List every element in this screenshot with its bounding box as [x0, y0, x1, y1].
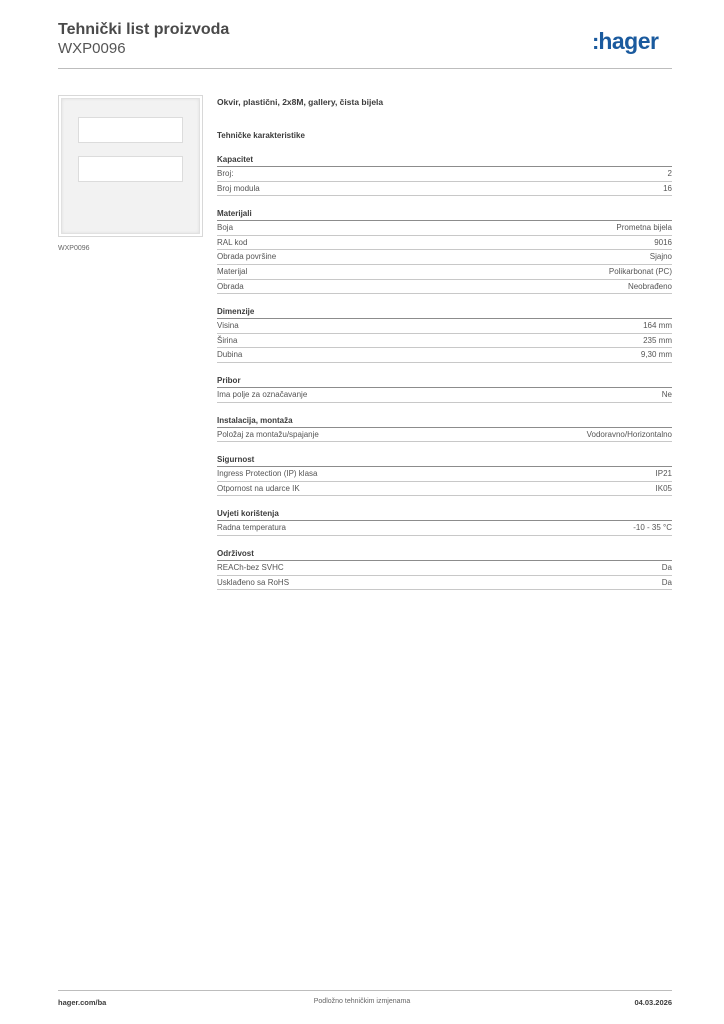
logo-text: hager	[598, 28, 659, 54]
product-code: WXP0096	[58, 40, 126, 57]
section-title: Dimenzije	[217, 305, 672, 319]
spec-row	[217, 521, 672, 536]
spec-label: Obrada površine	[217, 252, 277, 262]
image-caption: WXP0096	[58, 245, 90, 252]
spec-row	[217, 348, 672, 363]
frame-illustration	[61, 98, 200, 234]
spec-value: 235 mm	[643, 335, 672, 345]
module-slot	[78, 156, 183, 182]
section-title: Uvjeti korištenja	[217, 507, 672, 521]
spec-label: Broj:	[217, 169, 234, 178]
spec-label: RAL kod	[217, 237, 248, 247]
spec-row	[217, 388, 672, 403]
spec-row	[217, 561, 672, 576]
spec-section	[217, 374, 672, 403]
section-title: Kapacitet	[217, 153, 672, 167]
spec-label: Ima polje za označavanje	[217, 389, 308, 399]
section-title: Materijali	[217, 207, 672, 221]
footer-date: 04.03.2026	[634, 998, 672, 1007]
spec-value: 16	[663, 183, 672, 193]
spec-label: Dubina	[217, 350, 243, 360]
footer-disclaimer: Podložno tehničkim izmjenama	[313, 998, 411, 1005]
spec-value: IK05	[655, 483, 672, 493]
spec-section	[217, 507, 672, 536]
spec-value: 9,30 mm	[640, 350, 672, 360]
spec-section	[217, 453, 672, 496]
spec-value: Ne	[661, 389, 672, 399]
spec-label: Materijal	[217, 266, 248, 276]
spec-row	[217, 182, 672, 197]
spec-label: Radna temperatura	[217, 523, 286, 533]
spec-value: IP21	[655, 469, 672, 479]
spec-section	[217, 414, 672, 443]
spec-row	[217, 265, 672, 280]
spec-row	[217, 236, 672, 251]
spec-label: Visina	[217, 321, 239, 331]
spec-value: Vodoravno/Horizontalno	[586, 429, 672, 439]
spec-row	[217, 428, 672, 443]
spec-section	[217, 207, 672, 294]
spec-sections	[217, 153, 672, 590]
spec-value: Prometna bijela	[616, 223, 672, 233]
logo-colon-icon: :	[592, 29, 598, 54]
header-divider	[58, 68, 672, 69]
spec-label: Širina	[217, 335, 238, 345]
spec-label: Obrada	[217, 281, 244, 291]
section-title: Pribor	[217, 374, 672, 388]
spec-row	[217, 319, 672, 334]
spec-value: 9016	[654, 237, 672, 247]
product-name: Okvir, plastični, 2x8M, gallery, čista bijela	[217, 97, 384, 107]
footer-divider	[58, 990, 672, 991]
spec-section	[217, 153, 672, 196]
spec-value: -10 - 35 °C	[633, 523, 672, 533]
spec-value: Neobrađeno	[627, 281, 672, 291]
spec-label: Broj modula	[217, 183, 260, 193]
spec-row	[217, 576, 672, 591]
module-slot	[78, 117, 183, 143]
spec-row	[217, 467, 672, 482]
spec-row	[217, 280, 672, 295]
spec-value: 164 mm	[643, 321, 672, 331]
document-title: Tehnički list proizvoda	[58, 21, 230, 38]
spec-row	[217, 221, 672, 236]
section-title: Održivost	[217, 547, 672, 561]
section-title: Sigurnost	[217, 453, 672, 467]
characteristics-heading: Tehničke karakteristike	[217, 131, 305, 140]
spec-value: Polikarbonat (PC)	[608, 266, 672, 276]
spec-label: Položaj za montažu/spajanje	[217, 429, 319, 439]
spec-label: REACh-bez SVHC	[217, 562, 284, 572]
spec-value: Da	[661, 577, 672, 587]
footer-website: hager.com/ba	[58, 998, 107, 1007]
spec-section	[217, 547, 672, 590]
spec-content	[217, 95, 672, 601]
spec-row	[217, 167, 672, 182]
spec-value: Sjajno	[649, 252, 672, 262]
spec-label: Boja	[217, 223, 234, 233]
spec-label: Ingress Protection (IP) klasa	[217, 469, 318, 479]
spec-section	[217, 305, 672, 363]
spec-label: Otpornost na udarce IK	[217, 483, 300, 493]
spec-label: Usklađeno sa RoHS	[217, 577, 290, 587]
product-image	[58, 95, 203, 237]
spec-row	[217, 334, 672, 349]
spec-row	[217, 482, 672, 497]
spec-value: 2	[667, 169, 672, 178]
spec-value: Da	[661, 562, 672, 572]
section-title: Instalacija, montaža	[217, 414, 672, 428]
hager-logo	[592, 28, 658, 55]
spec-row	[217, 250, 672, 265]
